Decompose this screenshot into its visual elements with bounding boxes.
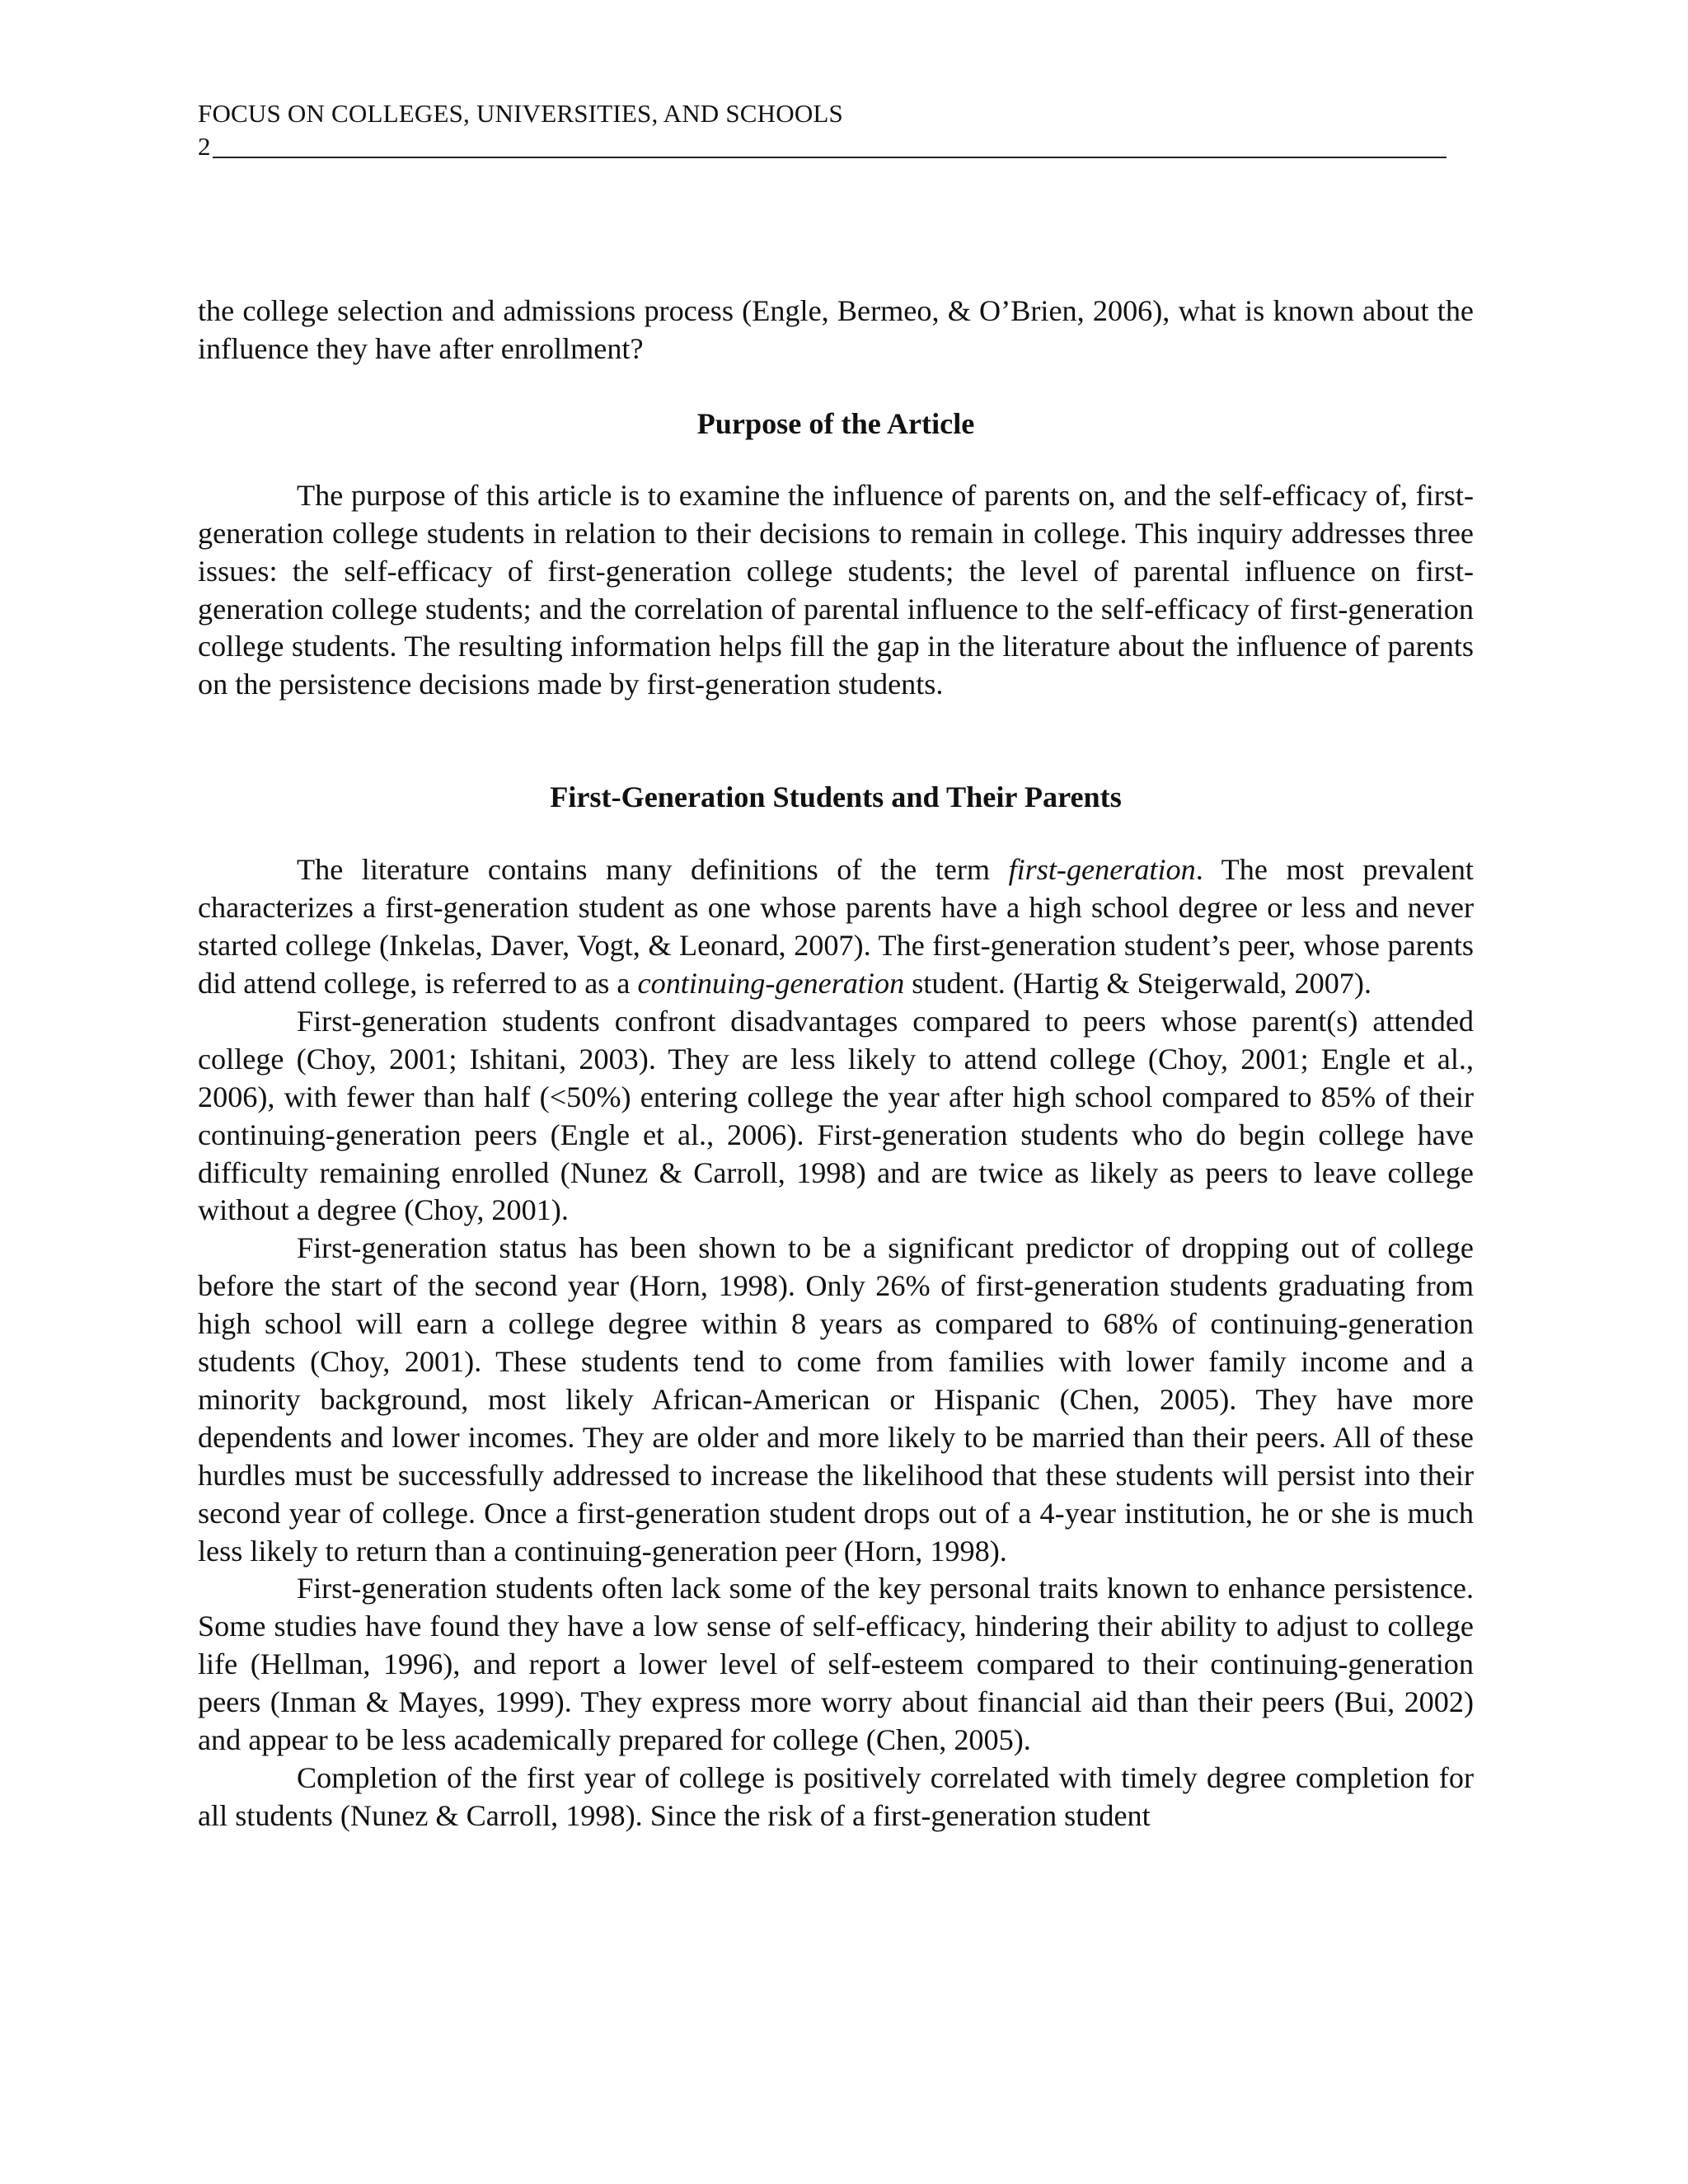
- section-heading-purpose: Purpose of the Article: [696, 406, 975, 440]
- document-page: [198, 97, 1474, 1835]
- definitions-text-b: . The most prevalent characterizes a first-generation student as one whose parents have a high school degree or less and never started college (Inkelas, Daver, Vogt, & Leonard, 2007). The first-generation student’s peer, whose parents did attend college, is referred to as a: [198, 853, 1474, 1000]
- page-number: 2: [198, 132, 211, 161]
- definitions-paragraph: [198, 851, 1474, 1003]
- definitions-text-a: The literature contains many definitions of the term: [297, 853, 1009, 887]
- header-rule: [213, 157, 1447, 158]
- body-text: [198, 293, 1474, 1835]
- term-first-generation: first-generation: [1008, 853, 1196, 887]
- running-head: FOCUS ON COLLEGES, UNIVERSITIES, AND SCHOOLS: [198, 99, 843, 128]
- section-heading-first-generation: First-Generation Students and Their Parents: [550, 780, 1122, 814]
- term-continuing-generation: continuing-generation: [637, 966, 905, 1000]
- definitions-text-c: student. (Hartig & Steigerwald, 2007).: [904, 966, 1372, 1000]
- personal-traits-paragraph: First-generation students often lack some of the key personal traits known to enhance persistence. Some studies have found they have a low sense of self-efficacy, hindering their ability to adjust to college life (Hellman, 1996), and report a lower level of self-esteem compared to their continuing-generation peers (Inman & Mayes, 1999). They express more worry about financial aid than their peers (Bui, 2002) and appear to be less academically prepared for college (Chen, 2005).: [198, 1572, 1474, 1757]
- intro-paragraph: the college selection and admissions process (Engle, Bermeo, & O’Brien, 2006), what is known about the influence they have after enrollment?: [198, 294, 1474, 365]
- disadvantages-paragraph: First-generation students confront disadvantages compared to peers whose parent(s) attended college (Choy, 2001; Ishitani, 2003). They are less likely to attend college (Choy, 2001; Engle et al., 2006), with fewer than half (<50%) entering college the year after high school compared to 85% of their continuing-generation peers (Engle et al., 2006). First-generation students who do begin college have difficulty remaining enrolled (Nunez & Carroll, 1998) and are twice as likely as peers to leave college without a degree (Choy, 2001).: [198, 1004, 1474, 1227]
- predictor-paragraph: First-generation status has been shown to be a significant predictor of dropping out of college before the start of the second year (Horn, 1998). Only 26% of first-generation students graduating from high school will earn a college degree within 8 years as compared to 68% of continuing-generation students (Choy, 2001). These students tend to come from families with lower family income and a minority background, most likely African-American or Hispanic (Chen, 2005). They have more dependents and lower incomes. They are older and more likely to be married than their peers. All of these hurdles must be successfully addressed to increase the likelihood that these students will persist into their second year of college. Once a first-generation student drops out of a 4-year institution, he or she is much less likely to return than a continuing-generation peer (Horn, 1998).: [198, 1231, 1474, 1568]
- first-year-completion-paragraph: Completion of the first year of college is positively correlated with timely degree completion for all students (Nunez & Carroll, 1998). Since the risk of a first-generation student: [198, 1761, 1474, 1832]
- purpose-paragraph: The purpose of this article is to examine the influence of parents on, and the self-efficacy of, first-generation college students in relation to their decisions to remain in college. This inquiry addresses three issues: the self-efficacy of first-generation college students; the level of parental influence on first-generation college students; and the correlation of parental influence to the self-efficacy of first-generation college students. The resulting information helps fill the gap in the literature about the influence of parents on the persistence decisions made by first-generation students.: [198, 478, 1474, 701]
- page-number-row: [198, 130, 1447, 163]
